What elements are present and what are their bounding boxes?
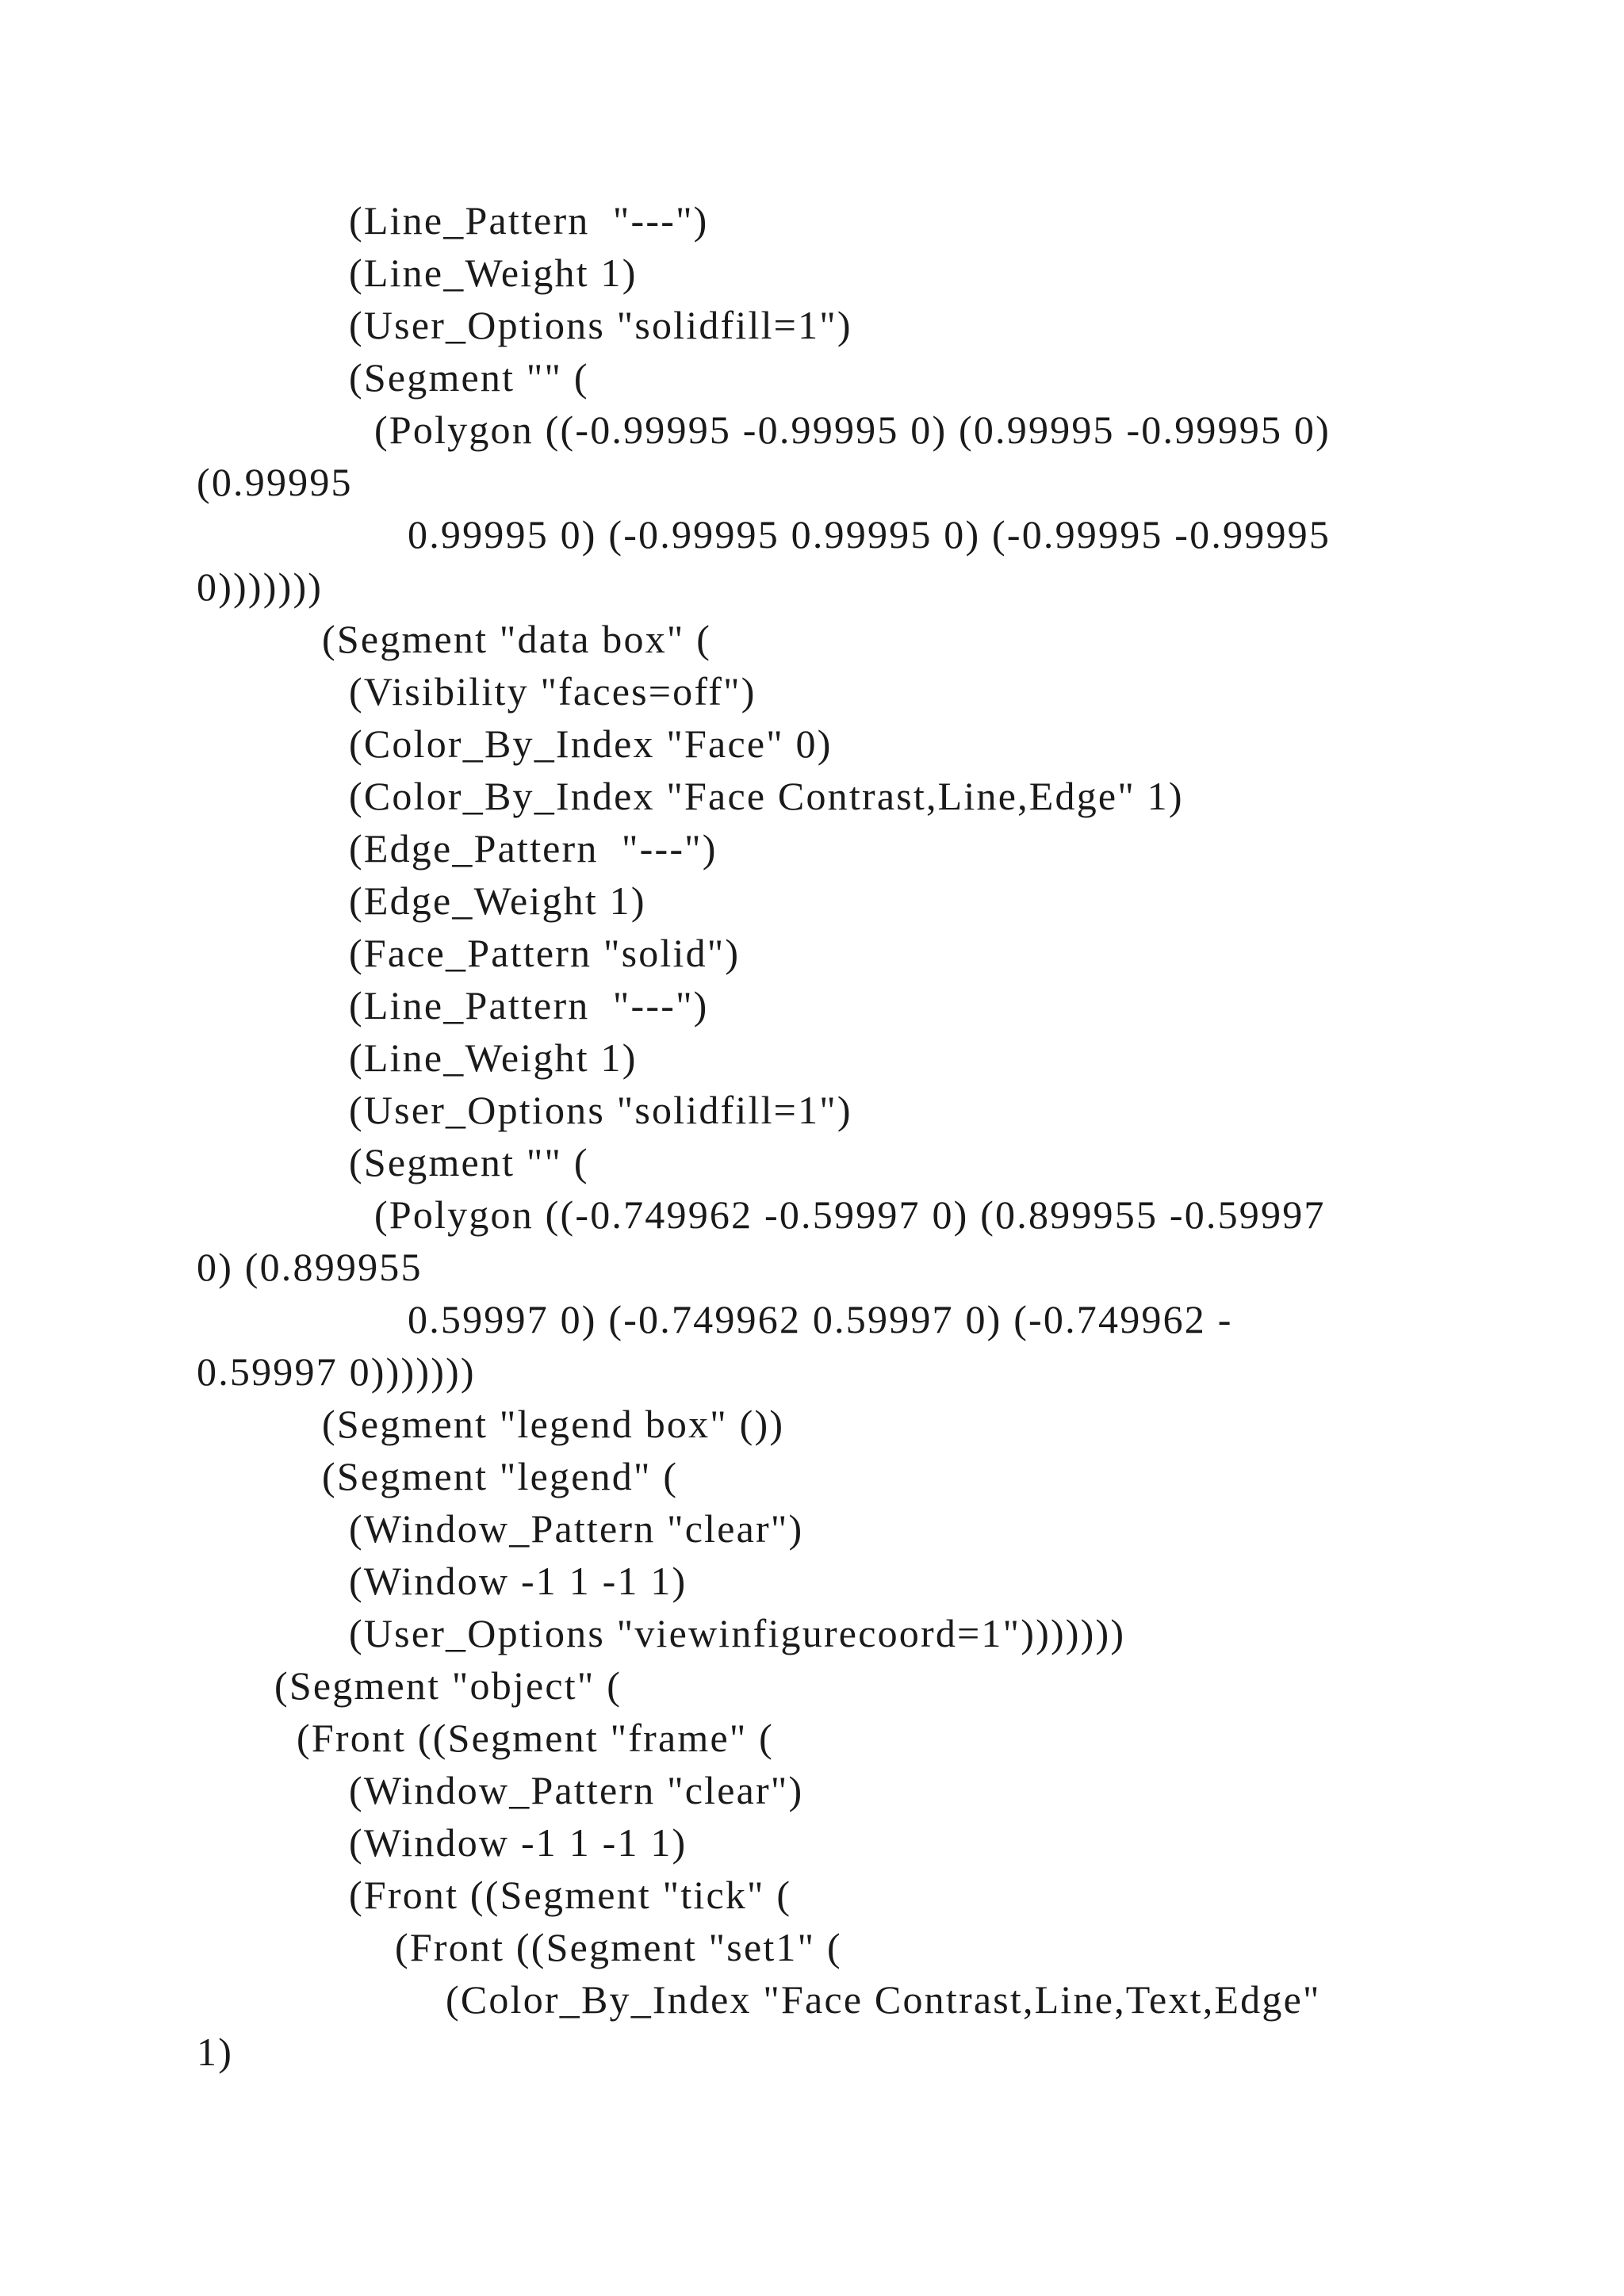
code-line: (Segment "data box" ( [322, 617, 712, 661]
code-line: (Window -1 1 -1 1) [349, 1559, 688, 1603]
code-line: (Color_By_Index "Face" 0) [349, 721, 833, 766]
code-line: 0))))))) [197, 564, 324, 609]
code-line: (Front ((Segment "set1" ( [395, 1925, 842, 1969]
code-line: (User_Options "viewinfigurecoord=1"))))))) [349, 1611, 1126, 1655]
code-line: (0.99995 [197, 460, 353, 504]
code-line: (Line_Weight 1) [349, 1035, 638, 1080]
code-line: (Segment "legend box" ()) [322, 1402, 785, 1446]
code-line: 1) [197, 2030, 234, 2074]
code-line: 0) (0.899955 [197, 1245, 423, 1289]
code-line: (Front ((Segment "tick" ( [349, 1873, 792, 1917]
code-line: (User_Options "solidfill=1") [349, 303, 852, 347]
code-line: (Face_Pattern "solid") [349, 931, 741, 975]
code-line: (Color_By_Index "Face Contrast,Line,Edge" 1) [349, 774, 1184, 818]
code-line: (Window_Pattern "clear") [349, 1768, 804, 1812]
code-line: (Segment "" ( [349, 355, 589, 400]
code-line: (Front ((Segment "frame" ( [297, 1716, 775, 1760]
code-line: (Color_By_Index "Face Contrast,Line,Text,Edge" [446, 1977, 1321, 2022]
code-line: (Edge_Weight 1) [349, 878, 646, 923]
code-line: 0.99995 0) (-0.99995 0.99995 0) (-0.99995 -0.99995 [408, 512, 1331, 557]
code-line: (Polygon ((-0.749962 -0.59997 0) (0.899955 -0.59997 [374, 1192, 1326, 1237]
code-line: (Segment "object" ( [274, 1663, 622, 1708]
code-line: (Window_Pattern "clear") [349, 1506, 804, 1551]
code-line: (Segment "" ( [349, 1140, 589, 1184]
code-line: (Polygon ((-0.99995 -0.99995 0) (0.99995 -0.99995 0) [374, 408, 1331, 452]
code-line: (Segment "legend" ( [322, 1454, 679, 1498]
code-line: (Edge_Pattern "---") [349, 826, 718, 871]
code-line: (Visibility "faces=off") [349, 669, 756, 714]
code-line: (Window -1 1 -1 1) [349, 1820, 688, 1865]
code-line: (Line_Pattern "---") [349, 983, 709, 1027]
code-line: (Line_Pattern "---") [349, 198, 709, 243]
code-line: 0.59997 0))))))) [197, 1349, 476, 1394]
code-line: 0.59997 0) (-0.749962 0.59997 0) (-0.749962 - [408, 1297, 1233, 1341]
code-line: (User_Options "solidfill=1") [349, 1088, 852, 1132]
code-line: (Line_Weight 1) [349, 251, 638, 295]
